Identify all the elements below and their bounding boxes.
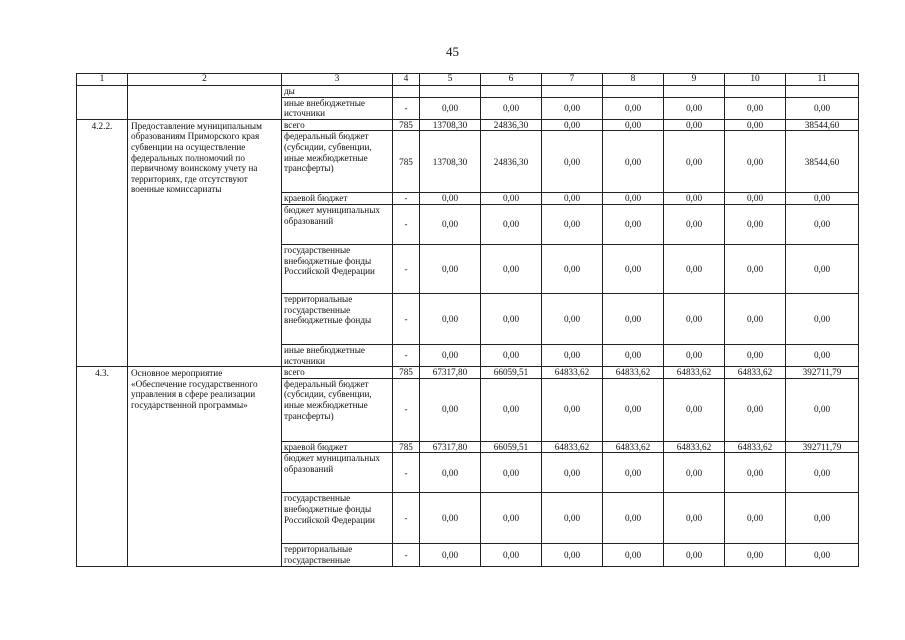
header-cell: 11: [786, 74, 859, 86]
amount-cell: 0,00: [420, 293, 481, 344]
amount-cell: 0,00: [786, 204, 859, 244]
table-row: [77, 367, 859, 379]
amount-cell: 0,00: [542, 344, 603, 366]
amount-cell: 38544,60: [786, 131, 859, 193]
funding-source: федеральный бюджет (субсидии, субвенции, иные межбюджетные трансферты): [282, 378, 393, 441]
header-row: [77, 74, 859, 86]
funding-source: всего: [282, 367, 393, 379]
amount-cell: 0,00: [542, 293, 603, 344]
amount-cell: 0,00: [603, 244, 664, 293]
row-name: [128, 86, 282, 120]
amount-cell: 64833,62: [664, 441, 725, 453]
amount-cell: 0,00: [664, 131, 725, 193]
amount-cell: 0,00: [786, 453, 859, 493]
header-cell: 5: [420, 74, 481, 86]
amount-cell: [603, 86, 664, 98]
grbs-code: -: [393, 204, 420, 244]
amount-cell: 0,00: [420, 344, 481, 366]
amount-cell: 0,00: [725, 293, 786, 344]
amount-cell: [664, 86, 725, 98]
amount-cell: 0,00: [420, 453, 481, 493]
grbs-code: -: [393, 378, 420, 441]
amount-cell: 0,00: [542, 493, 603, 544]
amount-cell: 0,00: [786, 193, 859, 205]
amount-cell: 66059,51: [481, 441, 542, 453]
amount-cell: 0,00: [481, 378, 542, 441]
amount-cell: 0,00: [725, 544, 786, 566]
amount-cell: 0,00: [603, 544, 664, 566]
amount-cell: [542, 86, 603, 98]
row-name: Основное мероприятие «Обеспечение государственного управления в сфере реализации государственной программы»: [128, 367, 282, 566]
row-name: Предоставление муниципальным образованиям Приморского края субвенции на осуществление федеральных полномочий по первичному воинскому учету на территориях, где отсутствуют военные комиссариаты: [128, 119, 282, 366]
amount-cell: 0,00: [603, 293, 664, 344]
grbs-code: -: [393, 97, 420, 119]
amount-cell: 67317,80: [420, 367, 481, 379]
grbs-code: -: [393, 244, 420, 293]
amount-cell: 0,00: [603, 493, 664, 544]
amount-cell: 0,00: [481, 193, 542, 205]
funding-source: ды: [282, 86, 393, 98]
header-cell: 7: [542, 74, 603, 86]
amount-cell: 0,00: [664, 119, 725, 131]
header-cell: 3: [282, 74, 393, 86]
funding-source: иные внебюджетные источники: [282, 344, 393, 366]
amount-cell: 0,00: [664, 97, 725, 119]
amount-cell: 0,00: [542, 378, 603, 441]
grbs-code: 785: [393, 119, 420, 131]
amount-cell: 0,00: [420, 378, 481, 441]
amount-cell: 64833,62: [542, 367, 603, 379]
grbs-code: -: [393, 493, 420, 544]
amount-cell: 0,00: [664, 344, 725, 366]
amount-cell: 0,00: [725, 344, 786, 366]
amount-cell: 0,00: [420, 244, 481, 293]
amount-cell: 0,00: [420, 193, 481, 205]
amount-cell: 64833,62: [664, 367, 725, 379]
amount-cell: 0,00: [664, 378, 725, 441]
budget-table: [76, 73, 859, 567]
amount-cell: 64833,62: [542, 441, 603, 453]
grbs-code: -: [393, 344, 420, 366]
amount-cell: 0,00: [420, 204, 481, 244]
amount-cell: 64833,62: [725, 367, 786, 379]
amount-cell: 0,00: [786, 244, 859, 293]
amount-cell: 66059,51: [481, 367, 542, 379]
amount-cell: 0,00: [481, 204, 542, 244]
amount-cell: 64833,62: [603, 441, 664, 453]
table-row: [77, 119, 859, 131]
amount-cell: [786, 86, 859, 98]
grbs-code: 785: [393, 367, 420, 379]
amount-cell: 0,00: [664, 493, 725, 544]
amount-cell: 0,00: [786, 544, 859, 566]
amount-cell: 0,00: [603, 204, 664, 244]
amount-cell: 64833,62: [603, 367, 664, 379]
amount-cell: 0,00: [603, 378, 664, 441]
amount-cell: 0,00: [664, 204, 725, 244]
amount-cell: [420, 86, 481, 98]
amount-cell: 0,00: [603, 193, 664, 205]
amount-cell: 392711,79: [786, 367, 859, 379]
amount-cell: 0,00: [542, 544, 603, 566]
funding-source: государственные внебюджетные фонды Российской Федерации: [282, 244, 393, 293]
amount-cell: 67317,80: [420, 441, 481, 453]
grbs-code: -: [393, 193, 420, 205]
amount-cell: 0,00: [481, 453, 542, 493]
header-cell: 2: [128, 74, 282, 86]
amount-cell: 13708,30: [420, 131, 481, 193]
funding-source: территориальные государственные внебюджетные фонды: [282, 293, 393, 344]
amount-cell: 0,00: [664, 244, 725, 293]
amount-cell: 0,00: [664, 193, 725, 205]
amount-cell: 0,00: [786, 378, 859, 441]
amount-cell: 0,00: [725, 453, 786, 493]
amount-cell: 0,00: [603, 119, 664, 131]
amount-cell: 0,00: [420, 493, 481, 544]
amount-cell: 0,00: [481, 244, 542, 293]
amount-cell: 0,00: [725, 204, 786, 244]
amount-cell: 0,00: [542, 97, 603, 119]
amount-cell: 0,00: [725, 97, 786, 119]
amount-cell: [481, 86, 542, 98]
amount-cell: 13708,30: [420, 119, 481, 131]
amount-cell: 0,00: [664, 544, 725, 566]
table-row: [77, 86, 859, 98]
grbs-code: 785: [393, 131, 420, 193]
amount-cell: 0,00: [481, 97, 542, 119]
amount-cell: 0,00: [542, 204, 603, 244]
amount-cell: 0,00: [481, 493, 542, 544]
header-cell: 6: [481, 74, 542, 86]
amount-cell: 0,00: [725, 493, 786, 544]
grbs-code: -: [393, 293, 420, 344]
header-cell: 9: [664, 74, 725, 86]
amount-cell: 0,00: [603, 344, 664, 366]
amount-cell: 0,00: [786, 344, 859, 366]
amount-cell: 0,00: [725, 119, 786, 131]
funding-source: иные внебюджетные источники: [282, 97, 393, 119]
amount-cell: 64833,62: [725, 441, 786, 453]
amount-cell: 0,00: [481, 344, 542, 366]
funding-source: краевой бюджет: [282, 193, 393, 205]
amount-cell: [725, 86, 786, 98]
amount-cell: 0,00: [786, 293, 859, 344]
amount-cell: 0,00: [542, 244, 603, 293]
funding-source: территориальные государственные: [282, 544, 393, 566]
amount-cell: 38544,60: [786, 119, 859, 131]
page-number: 45: [446, 44, 459, 59]
funding-source: бюджет муниципальных образований: [282, 453, 393, 493]
funding-source: всего: [282, 119, 393, 131]
amount-cell: 0,00: [481, 293, 542, 344]
header-cell: 4: [393, 74, 420, 86]
amount-cell: 0,00: [603, 453, 664, 493]
funding-source: краевой бюджет: [282, 441, 393, 453]
funding-source: федеральный бюджет (субсидии, субвенции, иные межбюджетные трансферты): [282, 131, 393, 193]
amount-cell: [393, 86, 420, 98]
row-code: 4.2.2.: [77, 119, 128, 366]
amount-cell: 0,00: [542, 453, 603, 493]
amount-cell: 0,00: [664, 293, 725, 344]
row-code: [77, 86, 128, 120]
amount-cell: 0,00: [603, 131, 664, 193]
amount-cell: 0,00: [664, 453, 725, 493]
amount-cell: 0,00: [542, 193, 603, 205]
amount-cell: 24836,30: [481, 119, 542, 131]
funding-source: государственные внебюджетные фонды Российской Федерации: [282, 493, 393, 544]
grbs-code: -: [393, 544, 420, 566]
header-cell: 1: [77, 74, 128, 86]
amount-cell: 0,00: [420, 544, 481, 566]
amount-cell: 24836,30: [481, 131, 542, 193]
amount-cell: 0,00: [542, 119, 603, 131]
grbs-code: 785: [393, 441, 420, 453]
amount-cell: 0,00: [786, 493, 859, 544]
amount-cell: 0,00: [725, 378, 786, 441]
amount-cell: 0,00: [725, 193, 786, 205]
amount-cell: 0,00: [603, 97, 664, 119]
funding-source: бюджет муниципальных образований: [282, 204, 393, 244]
amount-cell: 0,00: [542, 131, 603, 193]
amount-cell: 0,00: [420, 97, 481, 119]
header-cell: 10: [725, 74, 786, 86]
amount-cell: 0,00: [481, 544, 542, 566]
row-code: 4.3.: [77, 367, 128, 566]
header-cell: 8: [603, 74, 664, 86]
amount-cell: 0,00: [786, 97, 859, 119]
grbs-code: -: [393, 453, 420, 493]
amount-cell: 0,00: [725, 131, 786, 193]
amount-cell: 0,00: [725, 244, 786, 293]
amount-cell: 392711,79: [786, 441, 859, 453]
